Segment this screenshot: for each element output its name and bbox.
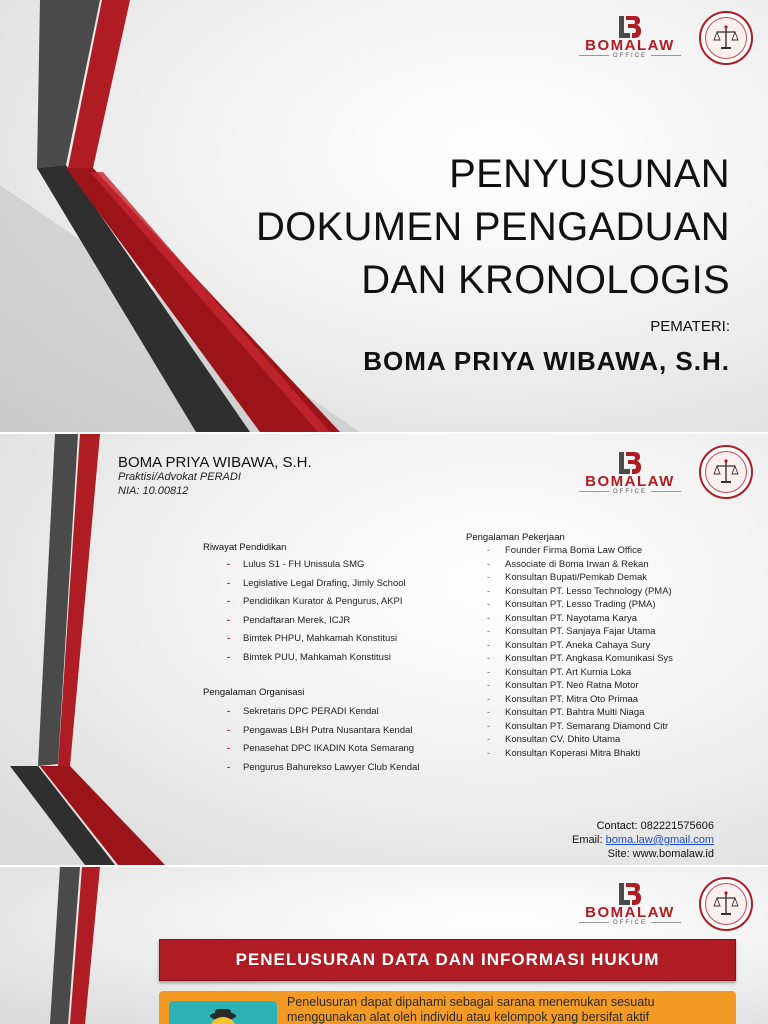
presentation-title <box>256 148 730 307</box>
list-item: - Konsultan PT. Lesso Technology (PMA) <box>487 586 673 600</box>
peradi-seal <box>699 11 753 65</box>
contact-phone: Contact: 082221575606 <box>596 820 714 832</box>
list-item: - Konsultan Koperasi Mitra Bhakti <box>487 748 673 762</box>
list-item: - Pengurus Bahurekso Lawyer Club Kendal <box>227 762 419 781</box>
scales-of-justice-icon <box>711 457 741 487</box>
detective-icon <box>203 1007 243 1024</box>
list-item: - Konsultan PT. Angkasa Komunikasi Sys <box>487 653 673 667</box>
list-item: - Legislative Legal Drafing, Jimly School <box>227 578 406 597</box>
slide-title <box>0 0 768 432</box>
profile-name: BOMA PRIYA WIBAWA, S.H. <box>118 454 312 471</box>
brand-name: BOMALAW <box>585 473 675 490</box>
slide-decoration <box>0 434 170 865</box>
list-item: - Konsultan PT. Lesso Trading (PMA) <box>487 599 673 613</box>
list-item: - Konsultan PT. Mitra Oto Primaa <box>487 694 673 708</box>
work-heading: Pengalaman Pekerjaan <box>466 532 565 543</box>
brand-subtitle: OFFICE <box>568 53 692 59</box>
slide-decoration <box>0 867 110 1024</box>
slide-legal-search <box>0 867 768 1024</box>
profile-role: Praktisi/Advokat PERADI <box>118 471 241 483</box>
list-item: - Penasehat DPC IKADIN Kota Semarang <box>227 743 419 762</box>
profile-nia: NIA: 10.00812 <box>118 485 189 497</box>
list-item: - Pengawas LBH Putra Nusantara Kendal <box>227 725 419 744</box>
title-line: DOKUMEN PENGADUAN <box>255 205 730 249</box>
work-list <box>487 545 673 761</box>
brand-name: BOMALAW <box>585 904 675 921</box>
bomalaw-logo <box>568 450 692 498</box>
peradi-seal <box>699 445 753 499</box>
organization-list <box>227 706 419 780</box>
brand-subtitle: OFFICE <box>568 920 692 926</box>
list-item: - Sekretaris DPC PERADI Kendal <box>227 706 419 725</box>
brand-name: BOMALAW <box>585 37 675 54</box>
title-line: DAN KRONOLOGIS <box>361 258 730 302</box>
list-item: - Lulus S1 - FH Unissula SMG <box>227 559 406 578</box>
list-item: - Konsultan PT. Nayotama Karya <box>487 613 673 627</box>
list-item: - Bimtek PUU, Mahkamah Konstitusi <box>227 652 406 671</box>
slide-profile <box>0 434 768 865</box>
definition-box <box>159 991 736 1024</box>
presenter-name: BOMA PRIYA WIBAWA, S.H. <box>363 346 730 376</box>
list-item: - Konsultan PT. Sanjaya Fajar Utama <box>487 626 673 640</box>
contact-email-label: Email: <box>572 834 606 846</box>
organization-heading: Pengalaman Organisasi <box>203 687 305 698</box>
list-item: - Konsultan PT. Art Kurnia Loka <box>487 667 673 681</box>
scales-of-justice-icon <box>711 889 741 919</box>
list-item: - Associate di Boma Irwan & Rekan <box>487 559 673 573</box>
contact-site: Site: www.bomalaw.id <box>607 848 714 860</box>
peradi-seal <box>699 877 753 931</box>
contact-block <box>572 819 714 861</box>
title-line: PENYUSUNAN <box>449 152 730 196</box>
education-heading: Riwayat Pendidikan <box>203 542 287 553</box>
list-item: - Konsultan PT. Neo Ratna Motor <box>487 680 673 694</box>
contact-email-link[interactable]: boma.law@gmail.com <box>605 834 714 846</box>
list-item: - Konsultan PT. Semarang Diamond Citr <box>487 721 673 735</box>
brand-subtitle: OFFICE <box>568 489 692 495</box>
list-item: - Founder Firma Boma Law Office <box>487 545 673 559</box>
education-list <box>227 559 406 670</box>
definition-text: Penelusuran dapat dipahami sebagai sarana menemukan sesuatu menggunakan alat oleh individu atau kelompok yang bersifat aktif <box>287 995 655 1024</box>
scales-of-justice-icon <box>711 23 741 53</box>
list-item: - Konsultan PT. Bahtra Multi Niaga <box>487 707 673 721</box>
list-item: - Bimtek PHPU, Mahkamah Konstitusi <box>227 633 406 652</box>
presenter-label: PEMATERI: <box>650 318 730 335</box>
avatar <box>169 1001 277 1024</box>
list-item: - Pendaftaran Merek, ICJR <box>227 615 406 634</box>
list-item: - Konsultan CV. Dhito Utama <box>487 734 673 748</box>
list-item: - Pendidikan Kurator & Pengurus, AKPI <box>227 596 406 615</box>
bomalaw-logo <box>568 881 692 929</box>
list-item: - Konsultan Bupati/Pemkab Demak <box>487 572 673 586</box>
bomalaw-logo <box>568 14 692 62</box>
contact-email-line <box>572 833 714 847</box>
section-banner: PENELUSURAN DATA DAN INFORMASI HUKUM <box>159 939 736 981</box>
list-item: - Konsultan PT. Aneka Cahaya Sury <box>487 640 673 654</box>
